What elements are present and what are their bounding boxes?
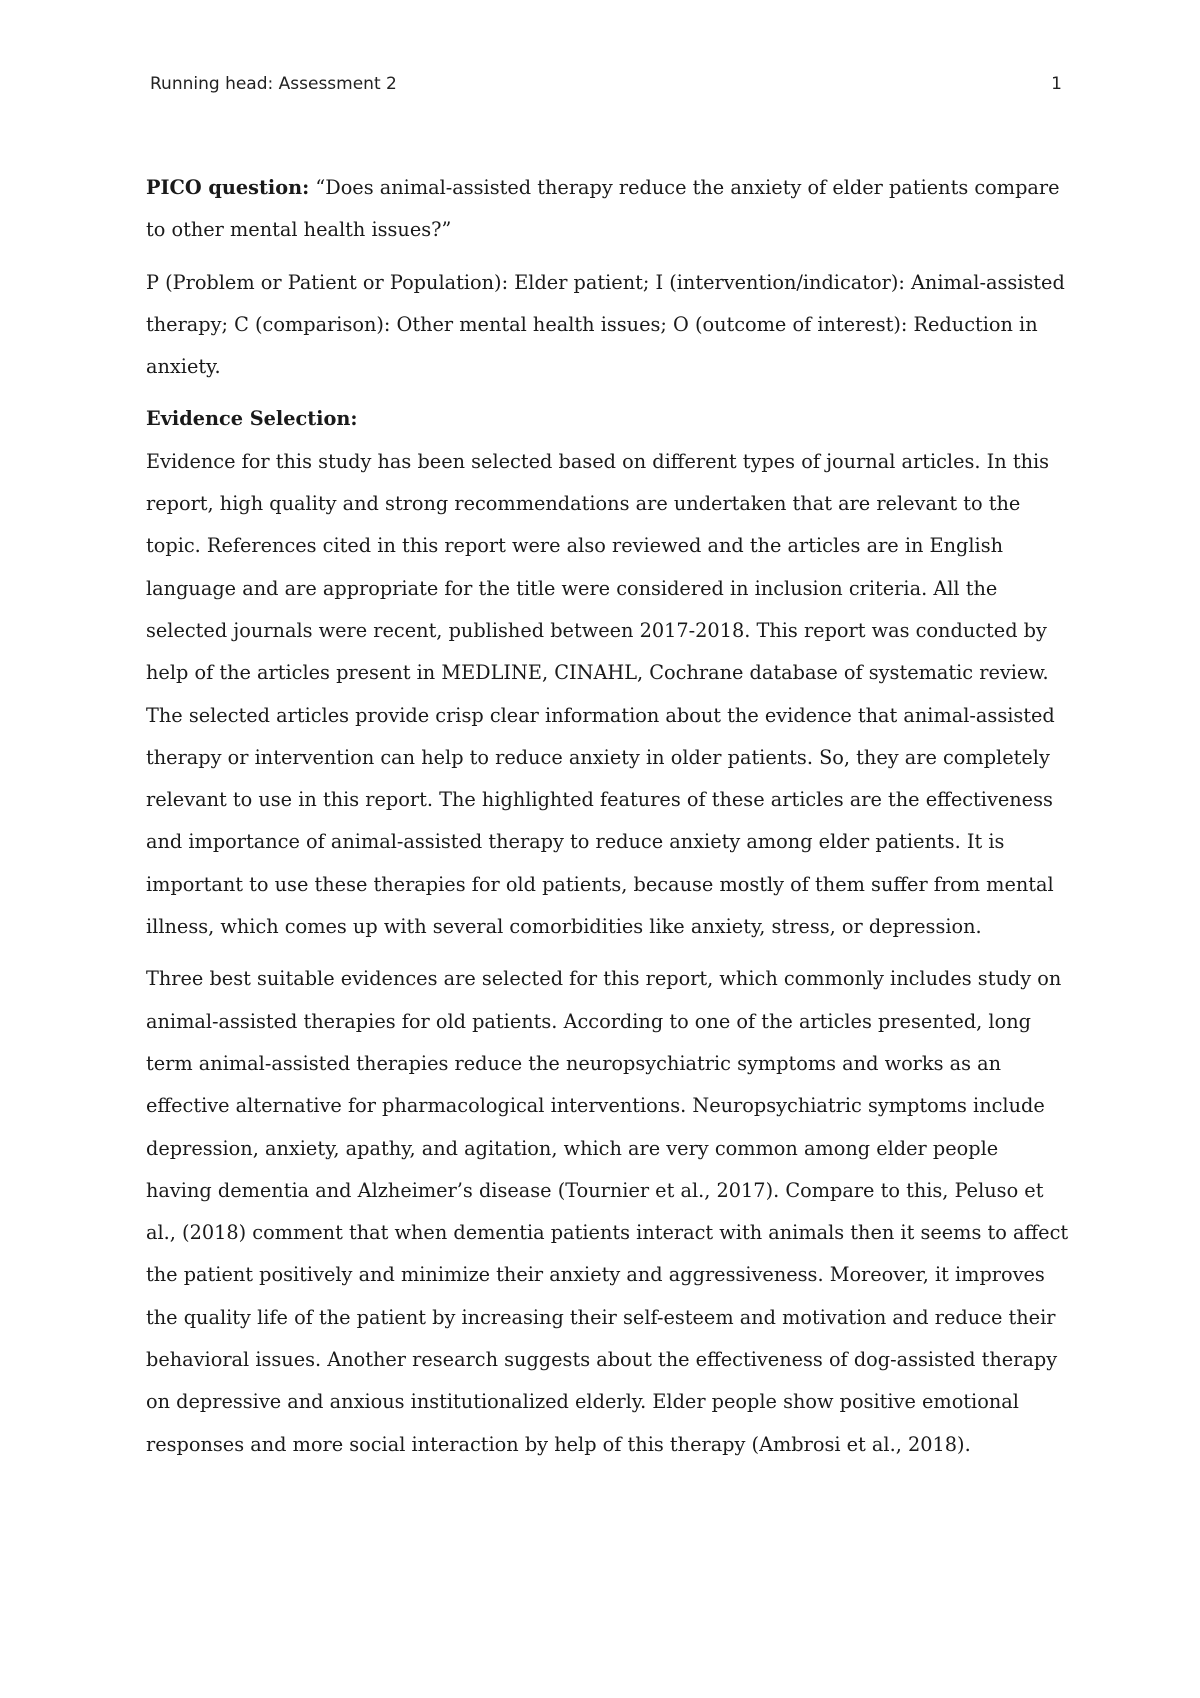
page-number: 1: [1051, 74, 1062, 94]
evidence-paragraph-2: Three best suitable evidences are selected for this report, which commonly includes study on animal-assisted therapies for old patients. According to one of the articles presented, long term animal-assisted therapies reduce the neuropsychiatric symptoms and works as an effective alternative for pharmacological interventions. Neuropsychiatric symptoms include depression, anxiety, apathy, and agitation, which are very common among elder people having dementia and Alzheimer’s disease (Tournier et al., 2017). Compare to this, Peluso et al., (2018) comment that when dementia patients interact with animals then it seems to affect the patient positively and minimize their anxiety and aggressiveness. Moreover, it improves the quality life of the patient by increasing their self-esteem and motivation and reduce their behavioral issues. Another research suggests about the effectiveness of dog-assisted therapy on depressive and anxious institutionalized elderly. Elder people show positive emotional responses and more social interaction by help of this therapy (Ambrosi et al., 2018).: [146, 967, 1069, 1456]
pico-question: [146, 167, 1070, 252]
document-body: [146, 167, 1070, 1466]
page-header: [150, 74, 1062, 104]
pico-breakdown: P (Problem or Patient or Population): Elder patient; I (intervention/indicator): Animal-assisted therapy; C (comparison): Other mental health issues; O (outcome of interest): Reduction in anxiety.: [146, 270, 1065, 379]
pico-label: PICO question:: [146, 176, 310, 199]
evidence-paragraph-1: Evidence for this study has been selected based on different types of journal articles. In this report, high quality and strong recommendations are undertaken that are relevant to the topic. References cited in this report were also reviewed and the articles are in English language and are appropriate for the title were considered in inclusion criteria. All the selected journals were recent, published between 2017-2018. This report was conducted by help of the articles present in MEDLINE, CINAHL, Cochrane database of systematic review. The selected articles provide crisp clear information about the evidence that animal-assisted therapy or intervention can help to reduce anxiety in older patients. So, they are completely relevant to use in this report. The highlighted features of these articles are the effectiveness and importance of animal-assisted therapy to reduce anxiety among elder patients. It is important to use these therapies for old patients, because mostly of them suffer from mental illness, which comes up with several comorbidities like anxiety, stress, or depression.: [146, 449, 1055, 939]
pico-question-text: “Does animal-assisted therapy reduce the anxiety of elder patients compare to other mental health issues?”: [146, 176, 1060, 242]
evidence-selection-heading: Evidence Selection:: [146, 407, 358, 431]
running-head: Running head: Assessment 2: [150, 74, 397, 94]
